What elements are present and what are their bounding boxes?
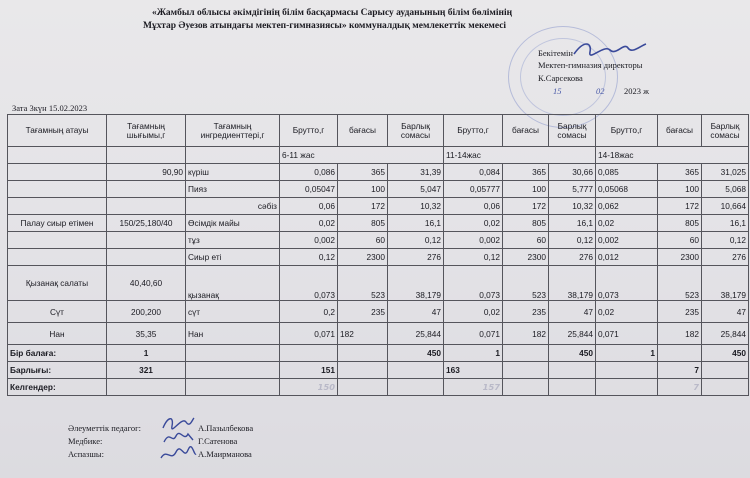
signature-role-2: Медбике: (68, 436, 103, 446)
gross-b: 0,12 (444, 249, 503, 266)
per-child-total-a: 450 (388, 345, 444, 362)
dish-cell (8, 181, 107, 198)
ingredient-cell: Пияз (186, 181, 280, 198)
total-b: 5,777 (549, 181, 596, 198)
gross-c: 0,02 (596, 215, 658, 232)
table-row (8, 301, 749, 323)
signature-role-1: Әлеуметтік педагог: (68, 423, 141, 433)
gross-b: 0,05777 (444, 181, 503, 198)
age-group-2: 11-14жас (444, 147, 596, 164)
price-c: 172 (658, 198, 702, 215)
gross-b: 0,071 (444, 323, 503, 345)
total-row (8, 362, 749, 379)
total-a: 31,39 (388, 164, 444, 181)
table-row (8, 198, 749, 215)
per-child-gross-b: 1 (444, 345, 503, 362)
gross-b: 0,002 (444, 232, 503, 249)
price-a: 2300 (338, 249, 388, 266)
dish-cell: Сүт (8, 301, 107, 323)
price-c: 182 (658, 323, 702, 345)
price-b: 100 (503, 181, 549, 198)
gross-b: 0,02 (444, 301, 503, 323)
total-b: 276 (549, 249, 596, 266)
total-a: 38,179 (388, 266, 444, 301)
price-a: 182 (338, 323, 388, 345)
dish-cell: Палау сиыр етімен (8, 215, 107, 232)
dish-cell (8, 249, 107, 266)
price-a: 365 (338, 164, 388, 181)
total-c: 31,025 (702, 164, 749, 181)
dish-cell: Нан (8, 323, 107, 345)
age-group-row (8, 147, 749, 164)
table-row (8, 323, 749, 345)
price-a: 100 (338, 181, 388, 198)
approval-date-year: 2023 ж (624, 86, 649, 96)
age-group-1: 6-11 жас (280, 147, 444, 164)
gross-c: 0,073 (596, 266, 658, 301)
price-b: 172 (503, 198, 549, 215)
price-b: 805 (503, 215, 549, 232)
signature-mark-3 (158, 444, 198, 466)
col-dish-name: Тағамның атауы (8, 115, 107, 147)
gross-a: 0,05047 (280, 181, 338, 198)
output-cell: 90,90 (107, 164, 186, 181)
price-a: 172 (338, 198, 388, 215)
col-price-c: бағасы (658, 115, 702, 147)
ingredient-cell: сәбіз (186, 198, 280, 215)
ingredient-cell: Сиыр еті (186, 249, 280, 266)
total-a: 0,12 (388, 232, 444, 249)
total-a: 16,1 (388, 215, 444, 232)
menu-date: Зата 3күн 15.02.2023 (12, 103, 88, 113)
output-cell (107, 181, 186, 198)
ingredient-cell: күріш (186, 164, 280, 181)
gross-a: 0,12 (280, 249, 338, 266)
price-a: 805 (338, 215, 388, 232)
total-c: 10,664 (702, 198, 749, 215)
approval-line-2: Мектеп-гимназия директоры (538, 60, 643, 70)
dish-cell (8, 232, 107, 249)
approval-date-day: 15 (553, 86, 562, 96)
price-a: 60 (338, 232, 388, 249)
gross-a: 0,2 (280, 301, 338, 323)
gross-c: 0,05068 (596, 181, 658, 198)
gross-a: 0,071 (280, 323, 338, 345)
per-child-total-b: 450 (549, 345, 596, 362)
arrived-count-a: 150 (280, 379, 338, 396)
per-child-row (8, 345, 749, 362)
signature-name-1: А.Пазылбекова (198, 423, 254, 433)
gross-c: 0,002 (596, 232, 658, 249)
price-c: 235 (658, 301, 702, 323)
total-c: 0,12 (702, 232, 749, 249)
total-a: 276 (388, 249, 444, 266)
gross-a: 0,002 (280, 232, 338, 249)
gross-a: 0,073 (280, 266, 338, 301)
total-a: 5,047 (388, 181, 444, 198)
col-total-c: Барлық сомасы (702, 115, 749, 147)
total-count-b: 163 (444, 362, 503, 379)
gross-a: 0,06 (280, 198, 338, 215)
arrived-label: Келгендер: (8, 379, 107, 396)
per-child-total-c: 450 (702, 345, 749, 362)
total-c: 276 (702, 249, 749, 266)
total-c: 5,068 (702, 181, 749, 198)
gross-b: 0,073 (444, 266, 503, 301)
dish-cell (8, 198, 107, 215)
total-value: 321 (107, 362, 186, 379)
dish-cell: Қызанақ салаты (8, 266, 107, 301)
price-c: 523 (658, 266, 702, 301)
header-line-2: Мұхтар Әуезов атындағы мектеп-гимназиясы» коммуналдық мемлекеттік мекемесі (143, 21, 507, 31)
table-row (8, 232, 749, 249)
price-b: 235 (503, 301, 549, 323)
approval-line-3: К.Сарсекова (538, 73, 583, 83)
total-b: 0,12 (549, 232, 596, 249)
total-b: 38,179 (549, 266, 596, 301)
col-gross-b: Брутто,г (444, 115, 503, 147)
output-cell (107, 232, 186, 249)
gross-c: 0,012 (596, 249, 658, 266)
price-b: 2300 (503, 249, 549, 266)
col-ingredients: Тағамның ингредиенттері,г (186, 115, 280, 147)
total-count-a: 151 (280, 362, 338, 379)
per-child-label: Бір балаға: (8, 345, 107, 362)
signature-role-3: Аспазшы: (68, 449, 104, 459)
price-b: 365 (503, 164, 549, 181)
price-a: 523 (338, 266, 388, 301)
header-line-1: «Жамбыл облысы әкімдігінің білім басқармасы Сарысу ауданының білім бөлімінің (152, 8, 513, 18)
col-gross-c: Брутто,г (596, 115, 658, 147)
output-cell: 35,35 (107, 323, 186, 345)
price-c: 365 (658, 164, 702, 181)
gross-b: 0,06 (444, 198, 503, 215)
price-c: 60 (658, 232, 702, 249)
total-c: 47 (702, 301, 749, 323)
ingredient-cell: сүт (186, 301, 280, 323)
price-b: 60 (503, 232, 549, 249)
per-child-gross-c: 1 (596, 345, 658, 362)
ingredient-cell: қызанақ (186, 266, 280, 301)
ingredient-cell: тұз (186, 232, 280, 249)
table-row (8, 215, 749, 232)
col-price-a: бағасы (338, 115, 388, 147)
total-a: 10,32 (388, 198, 444, 215)
gross-c: 0,071 (596, 323, 658, 345)
output-cell: 40,40,60 (107, 266, 186, 301)
price-b: 182 (503, 323, 549, 345)
approval-date-month: 02 (596, 86, 605, 96)
gross-a: 0,086 (280, 164, 338, 181)
age-group-3: 14-18жас (596, 147, 749, 164)
col-total-a: Барлық сомасы (388, 115, 444, 147)
price-c: 100 (658, 181, 702, 198)
arrived-count-c: 7 (658, 379, 702, 396)
ingredient-cell: Өсімдік майы (186, 215, 280, 232)
per-child-value: 1 (107, 345, 186, 362)
gross-b: 0,02 (444, 215, 503, 232)
total-a: 47 (388, 301, 444, 323)
total-b: 47 (549, 301, 596, 323)
total-c: 16,1 (702, 215, 749, 232)
price-a: 235 (338, 301, 388, 323)
output-cell: 150/25,180/40 (107, 215, 186, 232)
total-count-c: 7 (658, 362, 702, 379)
output-cell (107, 249, 186, 266)
col-output: Тағамның шығымы,г (107, 115, 186, 147)
total-b: 30,66 (549, 164, 596, 181)
total-b: 10,32 (549, 198, 596, 215)
price-c: 805 (658, 215, 702, 232)
total-c: 38,179 (702, 266, 749, 301)
ingredient-cell: Нан (186, 323, 280, 345)
approval-line-1: Бекітемін (538, 48, 573, 58)
gross-b: 0,084 (444, 164, 503, 181)
arrived-row (8, 379, 749, 396)
signature-name-3: А.Маирманова (198, 449, 252, 459)
col-price-b: бағасы (503, 115, 549, 147)
total-b: 25,844 (549, 323, 596, 345)
col-total-b: Барлық сомасы (549, 115, 596, 147)
total-label: Барлығы: (8, 362, 107, 379)
gross-a: 0,02 (280, 215, 338, 232)
gross-c: 0,062 (596, 198, 658, 215)
menu-table (7, 114, 749, 396)
col-gross-a: Брутто,г (280, 115, 338, 147)
table-row (8, 164, 749, 181)
total-b: 16,1 (549, 215, 596, 232)
price-c: 2300 (658, 249, 702, 266)
table-row (8, 266, 749, 301)
signature-name-2: Г.Сатенова (198, 436, 238, 446)
header-row (8, 115, 749, 147)
table-row (8, 181, 749, 198)
arrived-count-b: 157 (444, 379, 503, 396)
output-cell: 200,200 (107, 301, 186, 323)
dish-cell (8, 164, 107, 181)
gross-c: 0,085 (596, 164, 658, 181)
table-row (8, 249, 749, 266)
price-b: 523 (503, 266, 549, 301)
total-a: 25,844 (388, 323, 444, 345)
output-cell (107, 198, 186, 215)
total-c: 25,844 (702, 323, 749, 345)
gross-c: 0,02 (596, 301, 658, 323)
